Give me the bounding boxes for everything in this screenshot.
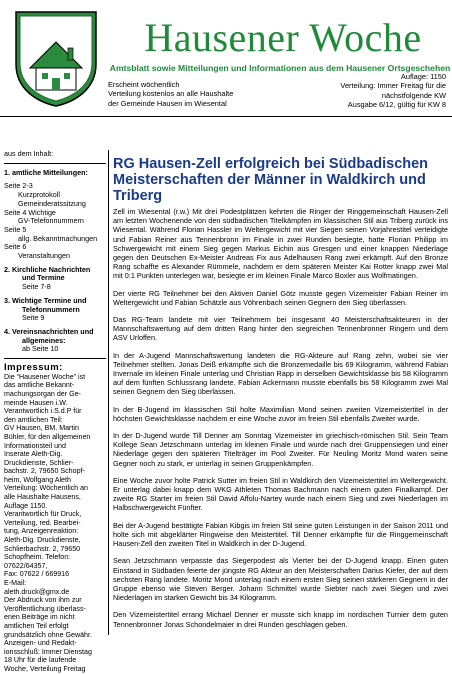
impressum-line: ionsschluß: Immer Dienstag [4, 647, 92, 656]
masthead [0, 0, 452, 118]
sidebar-divider [4, 163, 106, 164]
impressum-line: Schopfheim. Telefon: [4, 553, 71, 562]
info-line: der Gemeinde Hausen im Wiesental [108, 98, 227, 108]
toc-section-1[interactable]: 1. amtliche Mitteilungen: [4, 167, 88, 177]
impressum-line: Aleth-Dig. Druckdienste, [4, 536, 81, 545]
publication-title: Hausener Woche [144, 15, 422, 60]
impressum-line: Druckdienste, Schlier- [4, 458, 74, 467]
toc-section-3-cont: Telefonnummern [22, 304, 80, 314]
impressum-line: aleth.druck@gmx.de [4, 587, 70, 596]
impressum-line: GV Hausen, BM. Martin [4, 424, 79, 433]
impressum-line: den amtlichen Teil: [4, 415, 63, 424]
article-paragraph: Zell im Wiesental (r.w.) Mit drei Podestplätzen kehrten die Ringer der Ringgemeinschaft Hausen-Zell am letzten Wochenende von den südbadischen Titelkämpfen im klassischen Stil aus Triberg zurück ins Wiesental. Während Florian Hassler im Weltergewicht mit vier Siegen seinen Vorjahrestitel verteidigte und Fabian Reiner aus Tennenbronn im Finale in zwei Runden besiegte, hatte Florian Philipp im Schwergewicht mit einem Sieg gegen Markus Eichin aus Gresgen und einer knappen Niederlage gegen den Deutschen Ex-Meister Andreas Fix aus Adelhausen Rang zwei erkämpft. Auf den Bronze Rang schaffte es Alexander Rümmele, nachdem er dem späteren Meister Kai Rotter knapp zwei Mal mit 0:1 Punkten unterlegen war, besiegte er im kleinen Finale Marco Boxler aus Wolfmatingen. [113, 207, 448, 281]
impressum-line: Informationsteil und [4, 441, 66, 450]
masthead-divider [0, 116, 452, 117]
toc-page: ab Seite 10 [22, 344, 59, 354]
info-line: Auflage: 1150 [400, 72, 446, 81]
toc-entry: Gemeinderatssitzung [18, 198, 86, 208]
distribution-info [108, 80, 278, 108]
impressum-line: 07622/64357, [4, 561, 48, 570]
impressum-line: Auflage 1150. [4, 501, 48, 510]
impressum-line: Anzeigen- und Redakt- [4, 639, 77, 648]
info-line: Verteilung: Immer Freitag für die [340, 81, 446, 91]
article-paragraph: In der D-Jugend wurde Till Denner am Sonntag Vizemeister im griechisch-römischen Stil. Sein Team Kollege Sean Jetzschmann unterlag im kleinen Finale und wurde nach drei Gruppensiegen und einer Niederlage gegen den späteren Titelträger im Pool Zweiter. Für Neuling Moritz Mond waren seine Gegner noch zu stark, er unterlag in seinen Gruppenkämpfen. [113, 431, 448, 468]
toc-section-2-cont: und Termine [22, 273, 65, 283]
sidebar [4, 150, 106, 674]
article-paragraph: Der vierte RG Teilnehmer bei den Aktiven Daniel Götz musste gegen Vizemeister Fabian Reiner im Weltergewicht und Fabian Schätzle aus Vöhrenbach seinen Gegnern den Sieg überlassen. [113, 288, 448, 307]
impressum-line: tung, Anzeigenreaktion: [4, 527, 79, 536]
contents-label: aus dem Inhalt: [4, 149, 54, 158]
impressum-line: Woche, Verteilung Freitag [4, 664, 86, 673]
article-body [113, 207, 448, 629]
sidebar-divider [4, 358, 106, 359]
article-paragraph: In der A-Jugend Mannschaftswertung landeten die RG-Akteure auf Rang zehn, wobei sie vier Teilnehmer stellten. Jonas Deiß erkämpfte sich die Bronzemedaille bis 69 Kilogramm, während Fabian Invernale im kleinen Finale unterlag und Christian Rapp in derselben Gewichtsklasse bis 58 Kilogramm auf dem fünften Schlussrang landete. Fabian Ackermann musste ebenfalls bis 58 Kilogramm zwei Mal seinen Gegnern den Sieg überlassen. [113, 350, 448, 397]
article-paragraph: Sean Jetzschmann verpasste das Siegerpodest als Vierter bei der D-Jugend knapp. Einen guten Einstand in Südbaden feierte der jüngste RG Akteur an den Meisterschaften Darius Kiefer, der auf dem sechsten Rang landete. Moritz Mond unterlag nach einem ersten Sieg seinen stärkeren Gegnern in der Gruppe ebenso wie Steven Berger. Johann Schmittel wurde Siebter nach zwei Siegen und zwei Niederlagen im starken Gewicht bis 34 Kilogramm. [113, 556, 448, 603]
impressum-text [4, 373, 106, 674]
impressum-line: enen Beiträge im nicht [4, 613, 75, 622]
impressum-line: grundsätzlich ohne Gewähr. [4, 630, 92, 639]
column-divider [108, 150, 109, 635]
info-line: Erscheint wöchentlich [108, 80, 180, 89]
impressum-line: Verteilung: Wöchentlich an [4, 484, 88, 493]
impressum-line: alle Haushalte Hausens, [4, 493, 81, 502]
impressum-line: Verantwortlich i.S.d.P für [4, 407, 82, 416]
impressum-line: Veröffentlichung überlass- [4, 604, 86, 613]
article-paragraph: Das RG-Team landete mit vier Teilnehmern bei insgesamt 40 Meisterschaftsakteuren in der Mannschaftswertung auf dem dritten Rang hinter den siegreichen Tennenbronner Ringern und dem ASV Urloffen. [113, 315, 448, 343]
toc-entry: Veranstaltungen [18, 251, 70, 261]
impressum-line: E-Mail: [4, 579, 27, 588]
impressum-line: 18 Uhr für die laufende [4, 656, 77, 665]
impressum-heading: Impressum: [4, 362, 63, 374]
impressum-line: Verteilung, red. Bearbei- [4, 518, 81, 527]
edition-info [278, 72, 446, 109]
impressum-line: das amtliche Bekannt- [4, 381, 75, 390]
impressum-line: bachstr. 2, 79650 Schopf- [4, 467, 85, 476]
article-paragraph: Eine Woche zuvor holte Patrick Sutter im freien Stil in Waldkirch den Vizemeistertitel im Weltergewicht. Er unterlag dabei knapp dem WKG Athleten Thomas Bachmann nach einem guten Finalkampf. Der zweite RG Starter im freien Stil David Affolu-Nartey wurde nach einem Sieg und zwei Niederlagen im Halbschwergewicht Fünfter. [113, 475, 448, 513]
impressum-line: amtlichen Teil erfolgt [4, 621, 69, 630]
info-line: nächstfolgende KW [381, 90, 446, 100]
toc-section-4-cont: allgemeines: [22, 335, 66, 345]
toc-page: Seite 5 [4, 224, 27, 234]
toc-entry: GV-Telefonnummern [18, 216, 84, 226]
hausen-crest-icon [10, 8, 102, 108]
toc-entry: Kurzprotokoll [18, 190, 60, 200]
impressum-line: Fax: 07622 / 669916 [4, 570, 70, 579]
publication-subtitle: Amtsblatt sowie Mitteilungen und Informationen aus dem Hausener Ortsgeschehen [109, 63, 451, 73]
article-paragraph: Den Vizemeistertitel errang Michael Denner er musste sich knapp im nordischen Turnier dem guten Tennenbronner Jonas Schondelmaier in drei Runden geschlagen geben. [113, 610, 448, 629]
impressum-line: Bühler, für den allgemeinen [4, 432, 91, 441]
toc-page: Seite 2-3 [4, 181, 33, 191]
impressum-line: machungsorgan der Ge- [4, 389, 81, 398]
toc-page: Seite 6 [4, 242, 27, 252]
main-article [113, 156, 448, 637]
impressum-line: Die “Hausener Woche” ist [4, 372, 86, 381]
toc-page: Seite 7-8 [22, 282, 51, 292]
article-paragraph: In der B-Jugend im klassischen Stil holte Maximilian Mond seinen zweiten Vizemeistertitel in der höchsten Gewichtsklasse nachdem er eine Woche zuvor im freien Stil ebenfalls Zweiter wurde. [113, 404, 448, 423]
toc-page: Seite 9 [22, 313, 45, 323]
impressum-line: Inserate Aleth-Dig. [4, 450, 63, 459]
toc-section-3[interactable]: 3. Wichtige Termine und [4, 295, 87, 305]
info-line: Verteilung kostenlos an alle Haushalte [108, 89, 234, 99]
impressum-line: Der Abdruck von ihm zur [4, 596, 82, 605]
article-headline: RG Hausen-Zell erfolgreich bei Südbadischen Meisterschaften der Männer in Waldkirch und Triberg [113, 156, 429, 204]
impressum-line: meinde Hausen i.W. [4, 398, 68, 407]
toc-entry: allg. Bekanntmachungen [18, 233, 98, 243]
info-line: Ausgabe 6/12, gültig für KW 8 [347, 99, 446, 109]
impressum-line: Verantwortlich für Druck, [4, 510, 82, 519]
article-paragraph: Bei der A-Jugend bestätigte Fabian Kibgis im freien Stil seine guten Leistungen in der Saison 2011 und holte sich mit abgeklärter Ringweise den Meistertitel. Till Denner erkämpfte für die Ringgemeinschaft Hausen-Zell den zweiten Titel in Waldkirch in der D-Jugend. [113, 520, 448, 549]
impressum-line: heim, Wolfgang Aleth [4, 475, 71, 484]
toc-page: Seite 4 Wichtige [4, 207, 56, 217]
toc-section-2[interactable]: 2. Kirchliche Nachrichten [4, 264, 91, 274]
toc-section-4[interactable]: 4. Vereinsnachrichten und [4, 326, 94, 336]
impressum-line: Schlierbachstr. 2, 79650 [4, 544, 81, 553]
